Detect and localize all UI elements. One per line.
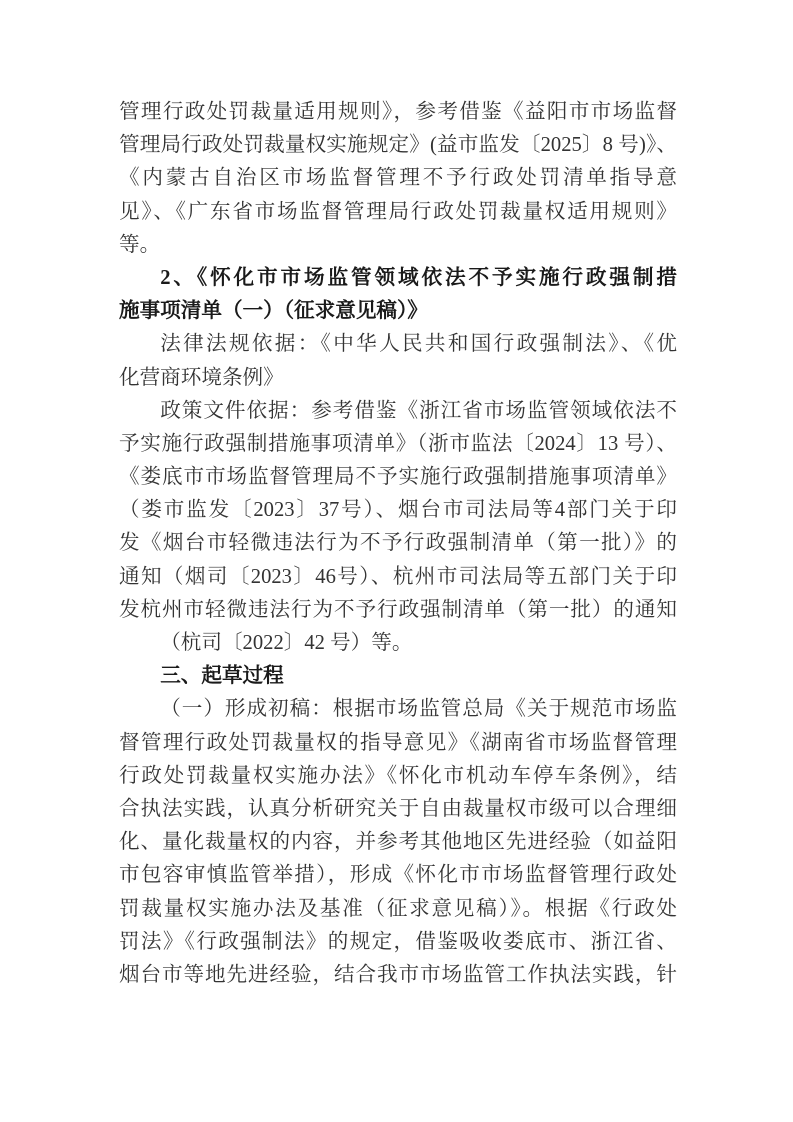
- drafting-line: （一）形成初稿：根据市场监管总局《关于规范市场监: [160, 698, 677, 721]
- section-heading-line: 三、起草过程: [160, 665, 284, 688]
- policy-basis-line: 予实施行政强制措施事项清单》（浙市监法〔2024〕13 号）、: [119, 432, 677, 455]
- item-heading-line: 2、《怀化市市场监管领域依法不予实施行政强制措: [160, 266, 677, 289]
- policy-basis-line: 《娄底市市场监督管理局不予实施行政强制措施事项清单》: [119, 466, 677, 489]
- legal-basis-line: 化营商环境条例》: [119, 366, 284, 389]
- policy-basis-citation-line: （杭司〔2022〕42 号）等。: [160, 632, 413, 654]
- item-heading-line: 施事项清单（一）（征求意见稿）》: [119, 300, 428, 323]
- drafting-line: 罚法》《行政强制法》的规定，借鉴吸收娄底市、浙江省、: [119, 930, 677, 953]
- doc-line: 管理局行政处罚裁量权实施规定》(益市监发〔2025〕8 号)》、: [119, 134, 677, 157]
- legal-basis-line: 法律法规依据：《中华人民共和国行政强制法》、《优: [160, 333, 677, 356]
- drafting-line: 市包容审慎监管举措），形成《怀化市市场监督管理行政处: [119, 864, 677, 887]
- doc-line: 管理行政处罚裁量适用规则》，参考借鉴《益阳市市场监督: [119, 101, 677, 123]
- policy-basis-line: 发杭州市轻微违法行为不予行政强制清单（第一批）的通知: [119, 598, 677, 621]
- policy-basis-line: 政策文件依据：参考借鉴《浙江省市场监管领域依法不: [160, 399, 677, 422]
- doc-line: 见》、《广东省市场监督管理局行政处罚裁量权适用规则》: [119, 200, 677, 223]
- drafting-line: 行政处罚裁量权实施办法》《怀化市机动车停车条例》，结: [119, 764, 677, 787]
- drafting-line: 督管理行政处罚裁量权的指导意见》《湖南省市场监督管理: [119, 731, 677, 754]
- drafting-line: 合执法实践，认真分析研究关于自由裁量权市级可以合理细: [119, 797, 677, 820]
- drafting-line: 罚裁量权实施办法及基准（征求意见稿）》。根据《行政处: [119, 897, 677, 920]
- drafting-line: 烟台市等地先进经验，结合我市市场监管工作执法实践，针: [119, 963, 677, 986]
- policy-basis-line: 发《烟台市轻微违法行为不予行政强制清单（第一批）》的: [119, 532, 677, 555]
- policy-basis-line: （娄市监发〔2023〕37号）、烟台市司法局等4部门关于印: [119, 499, 677, 522]
- drafting-line: 化、量化裁量权的内容，并参考其他地区先进经验（如益阳: [119, 831, 677, 854]
- doc-line: 《内蒙古自治区市场监督管理不予行政处罚清单指导意: [119, 167, 677, 190]
- document-text-block: [119, 96, 677, 992]
- doc-line: 等。: [119, 233, 161, 256]
- policy-basis-line: 通知（烟司〔2023〕46号）、杭州市司法局等五部门关于印: [119, 565, 677, 588]
